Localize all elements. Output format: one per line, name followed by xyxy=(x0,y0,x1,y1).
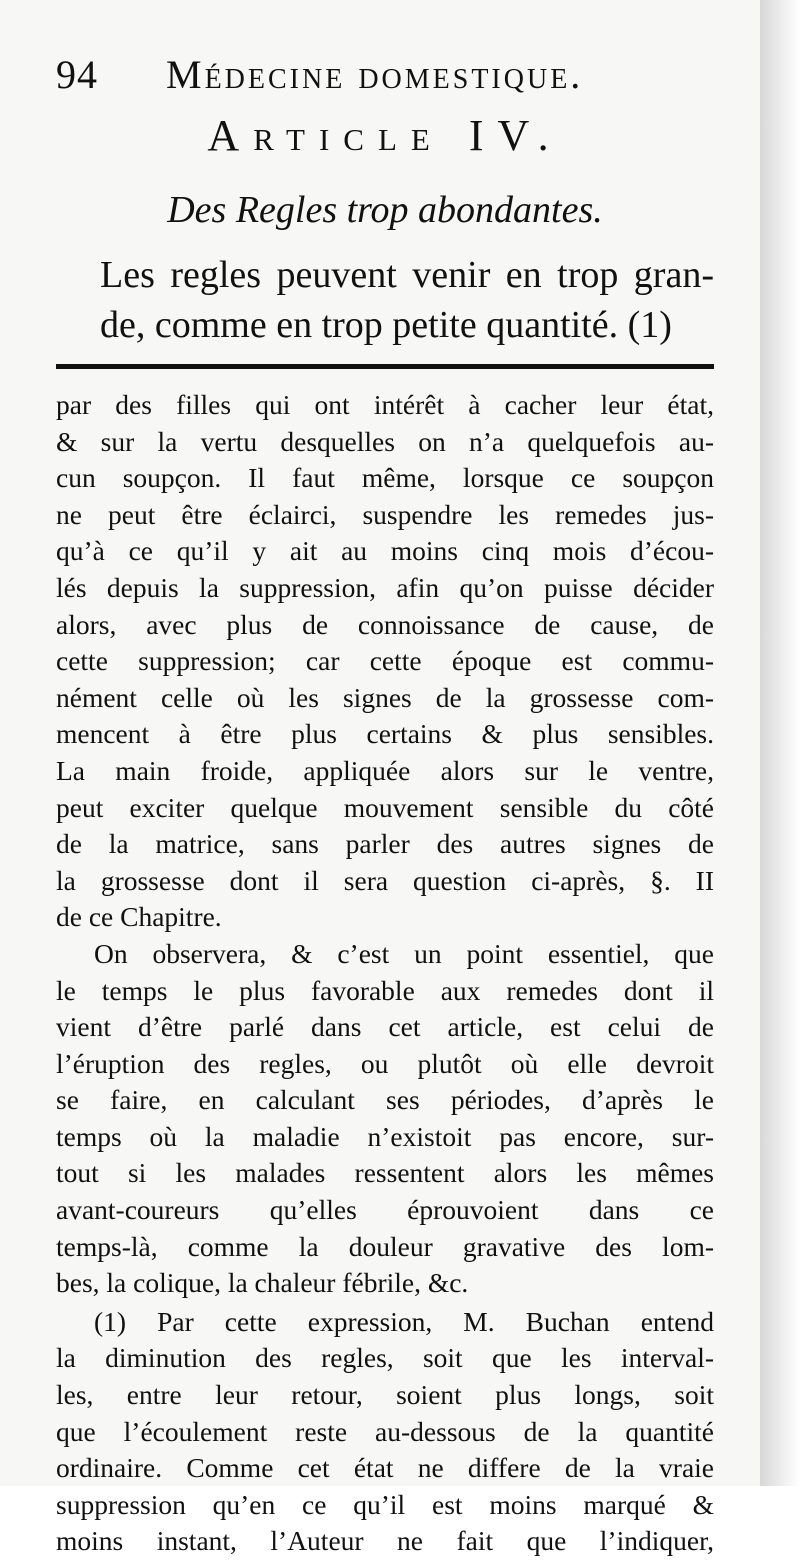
body-line: lés depuis la suppression, afin qu’on puisse décider xyxy=(56,571,714,603)
body-line: de ce Chapitre. xyxy=(56,901,222,933)
body-line: vient d’être parlé dans cet article, est celui de xyxy=(56,1011,714,1043)
body-line: la grossesse dont il sera question ci-après, §. II xyxy=(56,864,714,896)
body-line: mencent à être plus certains & plus sensibles. xyxy=(56,718,714,750)
running-title: Médecine domestique. xyxy=(166,52,584,97)
footnote-line: suppression qu’en ce qu’il est moins marqué & xyxy=(56,1488,714,1520)
body-line: se faire, en calculant ses périodes, d’après le xyxy=(56,1084,714,1116)
footnote-line: que l’écoulement reste au-dessous de la quantité xyxy=(56,1415,714,1447)
body-line: l’éruption des regles, ou plutôt où elle devroit xyxy=(56,1047,714,1079)
section-title: Des Regles trop abondantes. xyxy=(167,189,603,231)
footnote-line: la diminution des regles, soit que les interval- xyxy=(56,1342,714,1374)
body-line: de la matrice, sans parler des autres signes de xyxy=(56,828,714,860)
opening-line: Les regles peuvent venir en trop gran- xyxy=(100,254,714,296)
footnote-line: (1) Par cette expression, M. Buchan entend xyxy=(94,1305,714,1337)
body-line: qu’à ce qu’il y ait au moins cinq mois d’écou- xyxy=(56,535,714,567)
body-line: par des filles qui ont intérêt à cacher leur état, xyxy=(56,389,714,420)
body-line: temps où la maladie n’existoit pas encore, sur- xyxy=(56,1120,714,1152)
body-line: temps-là, comme la douleur gravative des lom- xyxy=(56,1230,714,1262)
footnote-line: moins instant, l’Auteur ne fait que l’indiquer, xyxy=(56,1525,714,1557)
body-line: & sur la vertu desquelles on n’a quelquefois au- xyxy=(56,425,714,457)
body-line: tout si les malades ressentent alors les mêmes xyxy=(56,1157,714,1189)
page-edge-shadow xyxy=(760,0,800,1486)
opening-paragraph xyxy=(56,250,714,350)
footnote-line: les, entre leur retour, soient plus longs, soit xyxy=(56,1379,714,1411)
opening-line: de, comme en trop petite quantité. (1) xyxy=(100,304,672,346)
body-line: cette suppression; car cette époque est commu- xyxy=(56,645,714,677)
body-line: La main froide, appliquée alors sur le ventre, xyxy=(56,754,714,786)
section-divider xyxy=(56,364,714,369)
footnote-line: ordinaire. Comme cet état ne differe de la vraie xyxy=(56,1452,714,1484)
body-line: cun soupçon. Il faut même, lorsque ce soupçon xyxy=(56,462,714,494)
running-head xyxy=(56,48,714,102)
body-line: le temps le plus favorable aux remedes dont il xyxy=(56,974,714,1006)
page-number: 94 xyxy=(56,52,98,97)
body-line: On observera, & c’est un point essentiel, que xyxy=(94,937,714,969)
body-line: peut exciter quelque mouvement sensible du côté xyxy=(56,791,714,823)
body-line: avant-coureurs qu’elles éprouvoient dans ce xyxy=(56,1194,714,1226)
body-line: alors, avec plus de connoissance de cause, de xyxy=(56,608,714,640)
body-line: nément celle où les signes de la grossesse com- xyxy=(56,681,714,713)
article-heading: Article IV. xyxy=(207,111,563,160)
body-line: bes, la colique, la chaleur fébrile, &c. xyxy=(56,1267,469,1299)
body-text xyxy=(56,387,714,1302)
body-line: ne peut être éclairci, suspendre les remedes jus- xyxy=(56,498,714,530)
footnote xyxy=(56,1304,714,1560)
